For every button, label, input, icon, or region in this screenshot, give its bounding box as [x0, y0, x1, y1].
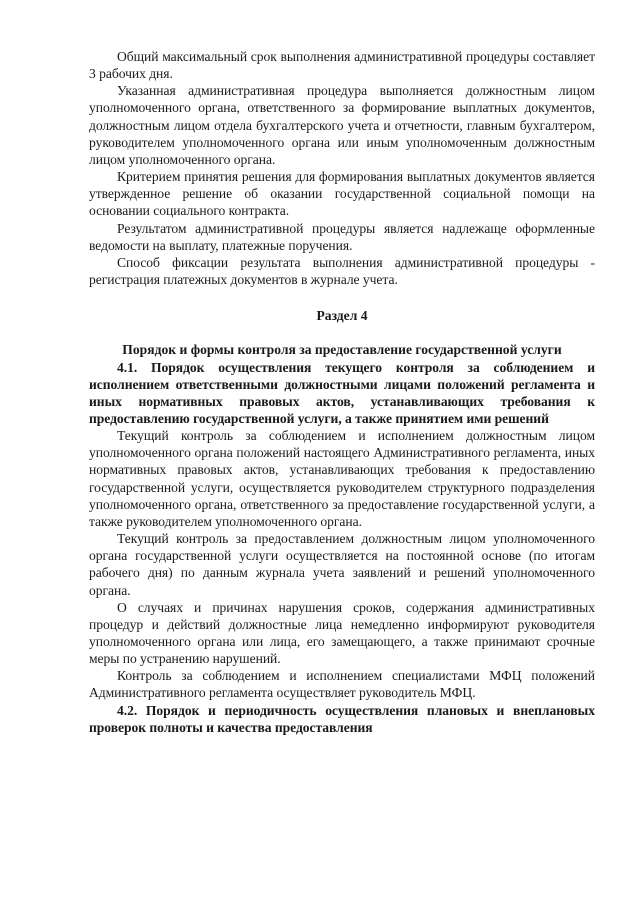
document-page [89, 48, 595, 736]
paragraph-fixation: Способ фиксации результата выполнения административной процедуры - регистрация платежных документов в журнале учета. [89, 254, 595, 288]
paragraph-term: Общий максимальный срок выполнения административной процедуры составляет 3 рабочих дня. [89, 49, 595, 82]
paragraph-result: Результатом административной процедуры является надлежаще оформленные ведомости на выплату, платежные поручения. [89, 220, 595, 253]
paragraph-responsible: Указанная административная процедура выполняется должностным лицом уполномоченного органа, ответственного за формирование выплатных документов, должностным лицом отдела бухгалтерского учета и отчетности, главным бухгалтером, руководителем уполномоченного органа или иным уполномоченным должностным лицом уполномоченного органа. [89, 83, 595, 167]
section-title: Порядок и формы контроля за предоставление государственной услуги [122, 342, 562, 358]
paragraph-control-basis: Текущий контроль за предоставлением должностным лицом уполномоченного органа государственной услуги осуществляется на постоянной основе (по итогам рабочего дня) по данным журнала учета заявлений и решений уполномоченного органа. [89, 531, 595, 598]
paragraph-violations: О случаях и причинах нарушения сроков, содержания административных процедур и действий должностные лица немедленно информируют руководителя уполномоченного органа или лица, его замещающего, а также принимают срочные меры по устранению нарушений. [89, 599, 595, 667]
subsection-heading-4-2: 4.2. Порядок и периодичность осуществления плановых и внеплановых проверок полноты и качества предоставления [89, 702, 595, 735]
section-number: Раздел 4 [316, 308, 368, 324]
paragraph-criterion: Критерием принятия решения для формирования выплатных документов является утвержденное решение об оказании государственной социальной помощи на основании социального контракта. [89, 169, 595, 219]
paragraph-current-control: Текущий контроль за соблюдением и исполнением должностным лицом уполномоченного органа положений настоящего Административного регламента, иных нормативных правовых актов, устанавливающих требования к предоставлению государственной услуги, осуществляется руководителем структурного подразделения уполномоченного органа, ответственного за предоставление государственной услуги, а также руководителем уполномоченного органа. [89, 428, 595, 529]
paragraph-mfc-control: Контроль за соблюдением и исполнением специалистами МФЦ положений Административного регламента осуществляет руководитель МФЦ. [89, 668, 595, 701]
subsection-heading-4-1: 4.1. Порядок осуществления текущего контроля за соблюдением и исполнением ответственными должностными лицами положений регламента и иных нормативных правовых актов, устанавливающих требования к предоставлению государственной услуги, а также принятием ими решений [89, 359, 595, 426]
